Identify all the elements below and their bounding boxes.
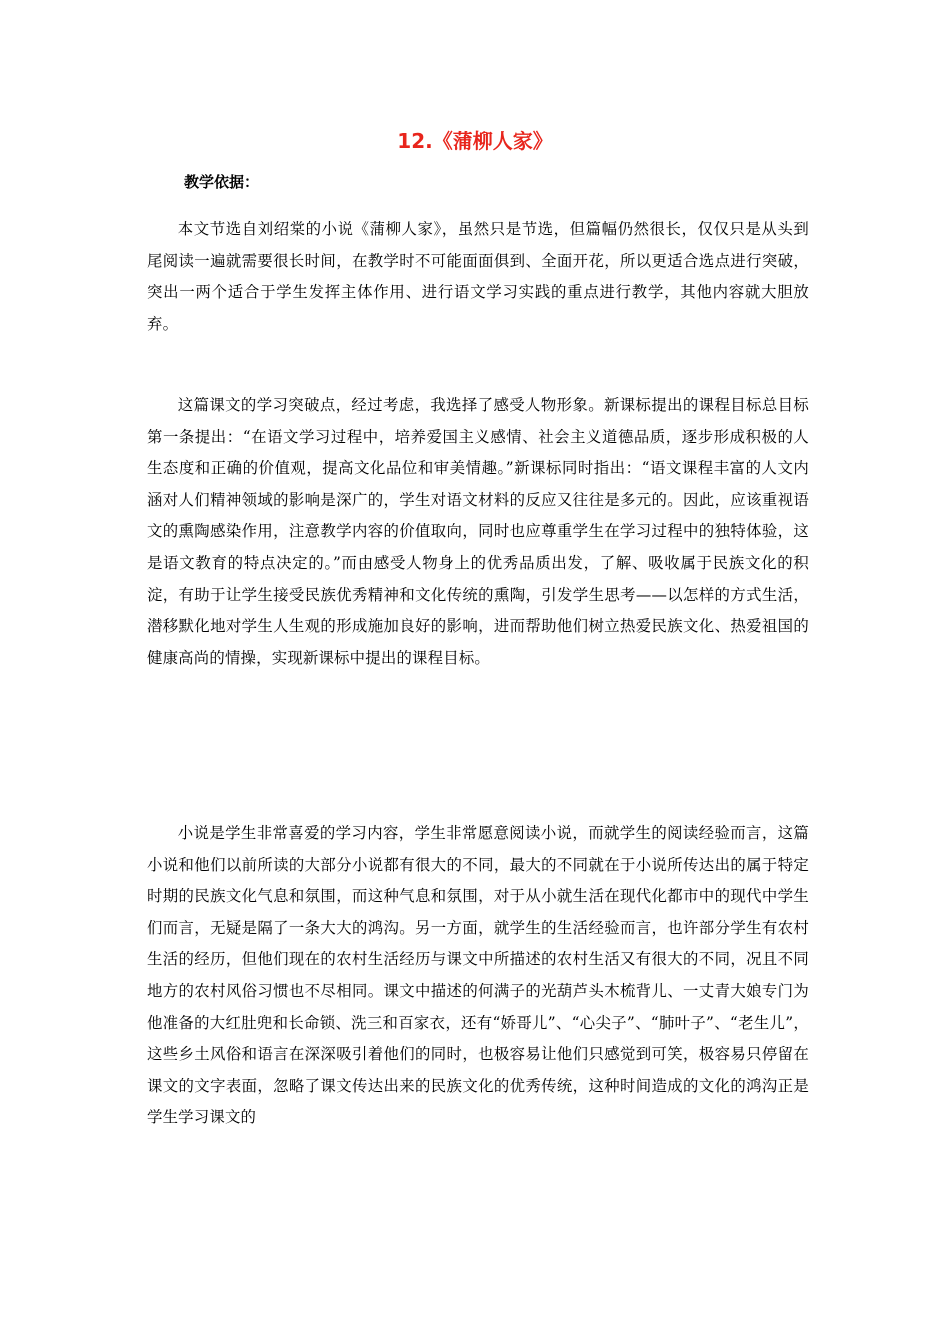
section-heading: 教学依据： — [184, 173, 260, 191]
document-title: 12.《蒲柳人家》 — [397, 129, 553, 153]
body-paragraph: 本文节选自刘绍棠的小说《蒲柳人家》，虽然只是节选，但篇幅仍然很长，仅仅只是从头到尾阅读一遍就需要很长时间，在教学时不可能面面俱到、全面开花，所以更适合选点进行突破，突出一两个适合于学生发挥主体作用、进行语文学习实践的重点进行教学，其他内容就大胆放弃。 — [147, 220, 809, 333]
body-paragraph: 这篇课文的学习突破点，经过考虑，我选择了感受人物形象。新课标提出的课程目标总目标第一条提出：“在语文学习过程中，培养爱国主义感情、社会主义道德品质，逐步形成积极的人生态度和正确的价值观，提高文化品位和审美情趣。”新课标同时指出：“语文课程丰富的人文内涵对人们精神领域的影响是深广的，学生对语文材料的反应又往往是多元的。因此，应该重视语文的熏陶感染作用，注意教学内容的价值取向，同时也应尊重学生在学习过程中的独特体验，这是语文教育的特点决定的。”而由感受人物身上的优秀品质出发，了解、吸收属于民族文化的积淀，有助于让学生接受民族优秀精神和文化传统的熏陶，引发学生思考——以怎样的方式生活，潜移默化地对学生人生观的形成施加良好的影响，进而帮助他们树立热爱民族文化、热爱祖国的健康高尚的情操，实现新课标中提出的课程目标。 — [147, 396, 809, 667]
body-paragraph: 小说是学生非常喜爱的学习内容，学生非常愿意阅读小说，而就学生的阅读经验而言，这篇小说和他们以前所读的大部分小说都有很大的不同，最大的不同就在于小说所传达出的属于特定时期的民族文化气息和氛围，而这种气息和氛围，对于从小就生活在现代化都市中的现代中学生们而言，无疑是隔了一条大大的鸿沟。另一方面，就学生的生活经验而言，也许部分学生有农村生活的经历，但他们现在的农村生活经历与课文中所描述的农村生活又有很大的不同，况且不同地方的农村风俗习惯也不尽相同。课文中描述的何满子的光葫芦头木梳背儿、一丈青大娘专门为他准备的大红肚兜和长命锁、洗三和百家衣，还有“娇哥儿”、“心尖子”、“肺叶子”、“老生儿”，这些乡土风俗和语言在深深吸引着他们的同时，也极容易让他们只感觉到可笑，极容易只停留在课文的文字表面，忽略了课文传达出来的民族文化的优秀传统，这种时间造成的文化的鸿沟正是学生学习课文的 — [147, 824, 809, 1127]
